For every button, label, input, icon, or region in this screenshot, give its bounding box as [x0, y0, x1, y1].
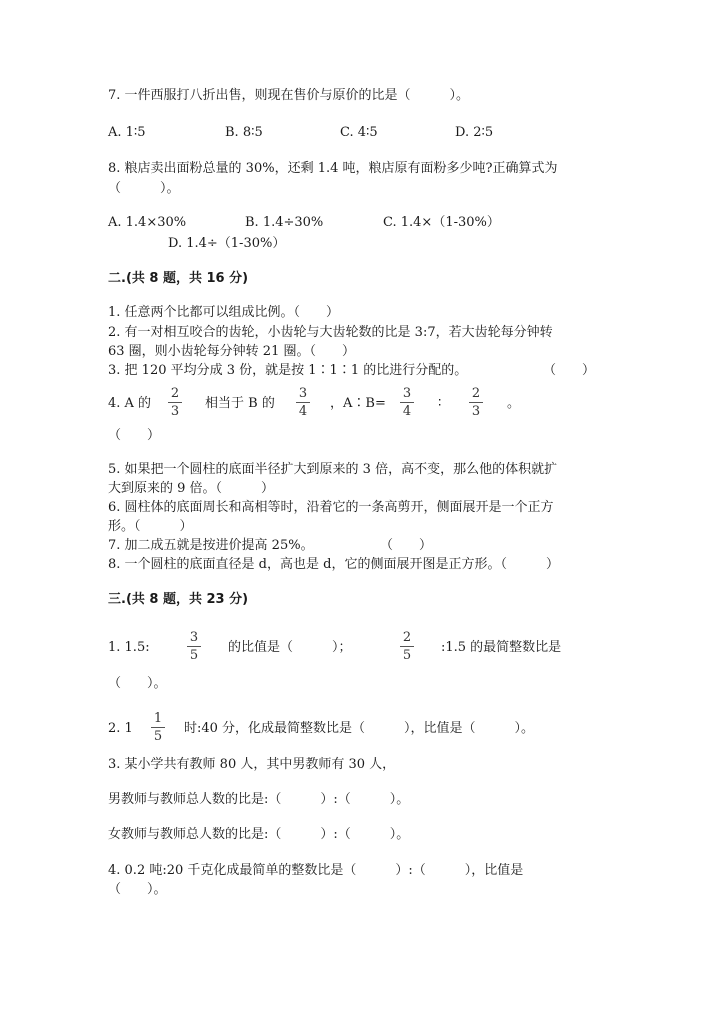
p2-q4-fraction-2: 3 4 [296, 386, 310, 419]
p2-q4-mid: 相当于 B 的 [205, 396, 275, 411]
p2-q2-line2: 63 圈，则小齿轮每分钟转 21 圈。（ ） [108, 344, 355, 359]
p2-q1: 1. 任意两个比都可以组成比例。（ ） [108, 305, 340, 320]
q8-option-c: C. 1.4×（1-30%） [383, 215, 500, 230]
p2-q3-blank: （ ） [543, 363, 596, 378]
p3-q1-fraction-2: 2 5 [400, 630, 414, 663]
p3-q4-line2: （ ）。 [108, 882, 167, 897]
section-3-heading: 三.(共 8 题，共 23 分) [108, 592, 249, 607]
q8-text-line1: 8. 粮店卖出面粉总量的 30%，还剩 1.4 吨，粮店原有面粉多少吨?正确算式为 [108, 161, 558, 176]
q8-option-d: D. 1.4÷（1-30%） [168, 236, 286, 251]
p3-q1-line2: （ ）。 [108, 676, 167, 691]
p3-q2-prefix: 2. 1 [108, 721, 133, 736]
p2-q4-fraction-3: 3 4 [400, 386, 414, 419]
p2-q4-fraction-4: 2 3 [469, 386, 483, 419]
p2-q4-fraction-1: 2 3 [168, 386, 182, 419]
p2-q6-line2: 形。（ ） [108, 519, 193, 534]
p2-q8: 8. 一个圆柱的底面直径是 d，高也是 d，它的侧面展开图是正方形。（ ） [108, 557, 559, 572]
p2-q4-ratio: ，A∶B= [330, 396, 386, 411]
p3-q3-line1: 3. 某小学共有教师 80 人，其中男教师有 30 人， [108, 757, 396, 772]
q8-option-b: B. 1.4÷30% [245, 215, 324, 230]
p3-q3-line3: 女教师与教师总人数的比是:（ ）:（ ）。 [108, 827, 410, 842]
q7-option-a: A. 1∶5 [108, 125, 146, 140]
p3-q4-line1: 4. 0.2 吨:20 千克化成最简单的整数比是（ ）:（ ），比值是 [108, 863, 524, 878]
q7-option-d: D. 2∶5 [455, 125, 494, 140]
p2-q6-line1: 6. 圆柱体的底面周长和高相等时，沿着它的一条高剪开，侧面展开是一个正方 [108, 500, 554, 515]
p3-q1-mid: 的比值是（ ）； [228, 640, 352, 655]
p2-q7: 7. 加二成五就是按进价提高 25%。 [108, 538, 314, 553]
p2-q4-blank: （ ） [108, 428, 161, 443]
p2-q4-end: 。 [507, 396, 521, 411]
q8-option-a: A. 1.4×30% [108, 215, 187, 230]
section-2-heading: 二.(共 8 题，共 16 分) [108, 271, 249, 286]
p3-q1-prefix: 1. 1.5: [108, 640, 150, 655]
q8-text-line2: （ ）。 [108, 181, 180, 196]
p3-q3-line2: 男教师与教师总人数的比是:（ ）:（ ）。 [108, 792, 410, 807]
p2-q2-line1: 2. 有一对相互咬合的齿轮，小齿轮与大齿轮数的比是 3:7，若大齿轮每分钟转 [108, 325, 553, 340]
p3-q2-end: 时:40 分，化成最简整数比是（ ），比值是（ ）。 [184, 721, 535, 736]
p2-q4-colon: ∶ [438, 396, 442, 411]
p2-q3: 3. 把 120 平均分成 3 份，就是按 1∶1∶1 的比进行分配的。 [108, 363, 468, 378]
p2-q7-blank: （ ） [380, 538, 433, 553]
p3-q1-end: :1.5 的最简整数比是 [441, 640, 562, 655]
q7-option-c: C. 4∶5 [340, 125, 378, 140]
q7-option-b: B. 8∶5 [225, 125, 263, 140]
p2-q5-line2: 大到原来的 9 倍。（ ） [108, 481, 275, 496]
p2-q5-line1: 5. 如果把一个圆柱的底面半径扩大到原来的 3 倍，高不变，那么他的体积就扩 [108, 462, 558, 477]
q7-text: 7. 一件西服打八折出售，则现在售价与原价的比是（ ）。 [108, 88, 470, 103]
p3-q2-fraction: 1 5 [151, 711, 165, 744]
p3-q1-fraction-1: 3 5 [187, 630, 201, 663]
p2-q4-prefix: 4. A 的 [108, 396, 152, 411]
